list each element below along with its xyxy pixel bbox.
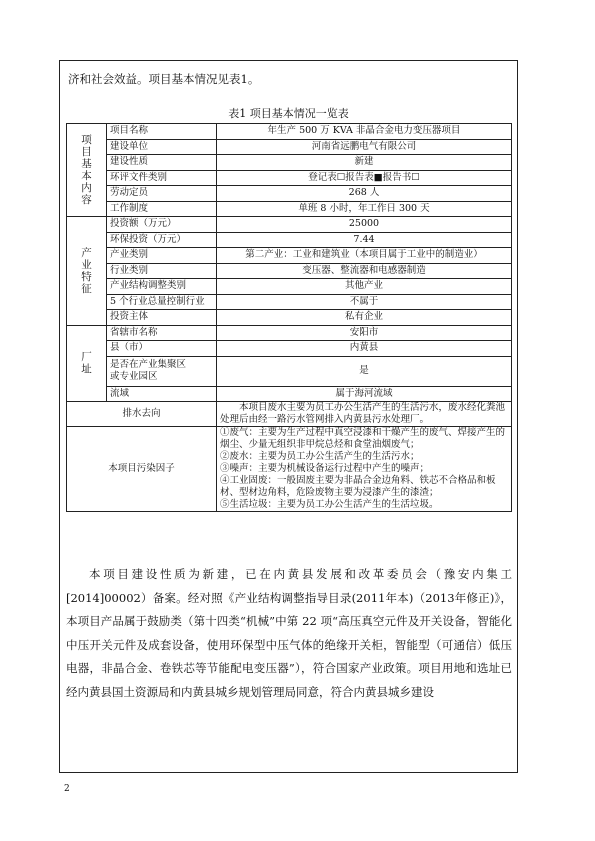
row-value: 7.44 — [217, 232, 512, 248]
drainage-label: 排水去向 — [67, 402, 217, 427]
row-value: 年生产 500 万 KVA 非晶合金电力变压器项目 — [217, 124, 512, 140]
table-row — [67, 294, 512, 310]
body-paragraph: 本项目建设性质为新建，已在内黄县发展和改革委员会（豫安内集工[2014]00002）备案。经对照《产业结构调整指导目录(2011年本)（2013年修正)》，本项目产品属于鼓励类（第十四类“机械”中第 22 项“高压真空元件及开关设备，智能化中压开关元件及成套设备，使用环保型中压气体的绝缘开关柜，智能型（可通信）低压电器，非晶合金、卷铁芯等节能配电变压器”），符合国家产业政策。项目用地和选址已经内黄县国土资源局和内黄县城乡规划管理局同意，符合内黄县城乡建设 — [66, 567, 512, 699]
row-label: 工作制度 — [107, 201, 217, 217]
row-value: 属于海河流域 — [217, 386, 512, 402]
table-row — [67, 201, 512, 217]
table-row — [67, 279, 512, 295]
table-row — [67, 427, 512, 512]
pollution-label: 本项目污染因子 — [67, 427, 217, 512]
row-label: 建设性质 — [107, 155, 217, 171]
table-row — [67, 186, 512, 202]
row-label: 流域 — [107, 386, 217, 402]
pollution-list — [217, 427, 512, 512]
section-industry — [67, 217, 107, 326]
pollution-item: ④工业固废：一般固废主要为非晶合金边角料、铁芯不合格品和板材、型材边角料，危险废物主要为浸漆产生的漆渣； — [220, 475, 496, 498]
section-basic-label: 项目基本内容 — [81, 134, 92, 206]
row-label: 环保投资（万元） — [107, 232, 217, 248]
drainage-text — [217, 402, 512, 427]
pollution-item: ⑤生活垃圾：主要为员工办公生活产生的生活垃圾。 — [220, 499, 439, 510]
row-label: 投资额（万元） — [107, 217, 217, 233]
pollution-item: ①废气：主要为生产过程中真空浸漆和干燥产生的废气、焊接产生的烟尘、少量无组织非甲烷总烃和食堂油烟废气； — [220, 427, 506, 450]
table-row — [67, 155, 512, 171]
table-row — [67, 124, 512, 140]
row-value: 新建 — [217, 155, 512, 171]
row-value: 25000 — [217, 217, 512, 233]
table-row — [67, 341, 512, 357]
table-row — [67, 139, 512, 155]
section-basic — [67, 124, 107, 217]
table-row — [67, 248, 512, 264]
row-value: 登记表☐报告表■报告书☐ — [217, 170, 512, 186]
pollution-item: ③噪声：主要为机械设备运行过程中产生的噪声； — [220, 463, 430, 474]
row-value: 268 人 — [217, 186, 512, 202]
row-value: 不属于 — [217, 294, 512, 310]
row-value: 变压器、整流器和电感器制造 — [217, 263, 512, 279]
table-row — [67, 263, 512, 279]
body-text — [66, 563, 512, 704]
row-label: 县（市） — [107, 341, 217, 357]
row-value: 第二产业：工业和建筑业（本项目属于工业中的制造业） — [217, 248, 512, 264]
row-value: 其他产业 — [217, 279, 512, 295]
row-label: 产业结构调整类别 — [107, 279, 217, 295]
row-value: 单班 8 小时，年工作日 300 天 — [217, 201, 512, 217]
row-label: 省辖市名称 — [107, 325, 217, 341]
row-value: 是 — [217, 356, 512, 386]
row-label-line1: 是否在产业集聚区 — [110, 359, 187, 370]
row-value: 私有企业 — [217, 310, 512, 326]
intro-line: 济和社会效益。项目基本情况见表1。 — [68, 72, 260, 86]
section-industry-label: 产业特征 — [81, 246, 92, 295]
row-label: 产业类别 — [107, 248, 217, 264]
table-row — [67, 402, 512, 427]
row-label-line2: 或专业园区 — [110, 371, 158, 382]
row-label: 行业类别 — [107, 263, 217, 279]
row-label: 劳动定员 — [107, 186, 217, 202]
page-frame — [59, 60, 518, 773]
row-label: 5 个行业总量控制行业 — [107, 294, 217, 310]
row-label: 环评文件类别 — [107, 170, 217, 186]
table-row — [67, 310, 512, 326]
table-row — [67, 170, 512, 186]
table-caption: 表1 项目基本情况一览表 — [228, 107, 349, 120]
row-label — [107, 356, 217, 386]
page-number: 2 — [64, 784, 70, 794]
row-value: 河南省远鹏电气有限公司 — [217, 139, 512, 155]
table-row — [67, 356, 512, 386]
drainage-paragraph: 本项目废水主要为员工办公生活产生的生活污水，废水经化粪池处理后由经一路污水管网排入内黄县污水处理厂。 — [220, 402, 506, 425]
section-site-label: 厂址 — [81, 351, 92, 376]
table-row — [67, 386, 512, 402]
row-label: 投资主体 — [107, 310, 217, 326]
table-row — [67, 217, 512, 233]
section-site — [67, 325, 107, 402]
row-value: 内黄县 — [217, 341, 512, 357]
row-label: 项目名称 — [107, 124, 217, 140]
row-value: 安阳市 — [217, 325, 512, 341]
table-row — [67, 325, 512, 341]
project-info-table — [66, 123, 512, 512]
pollution-item: ②废水：主要为员工办公生活产生的生活污水； — [220, 451, 420, 462]
row-label: 建设单位 — [107, 139, 217, 155]
table-row — [67, 232, 512, 248]
